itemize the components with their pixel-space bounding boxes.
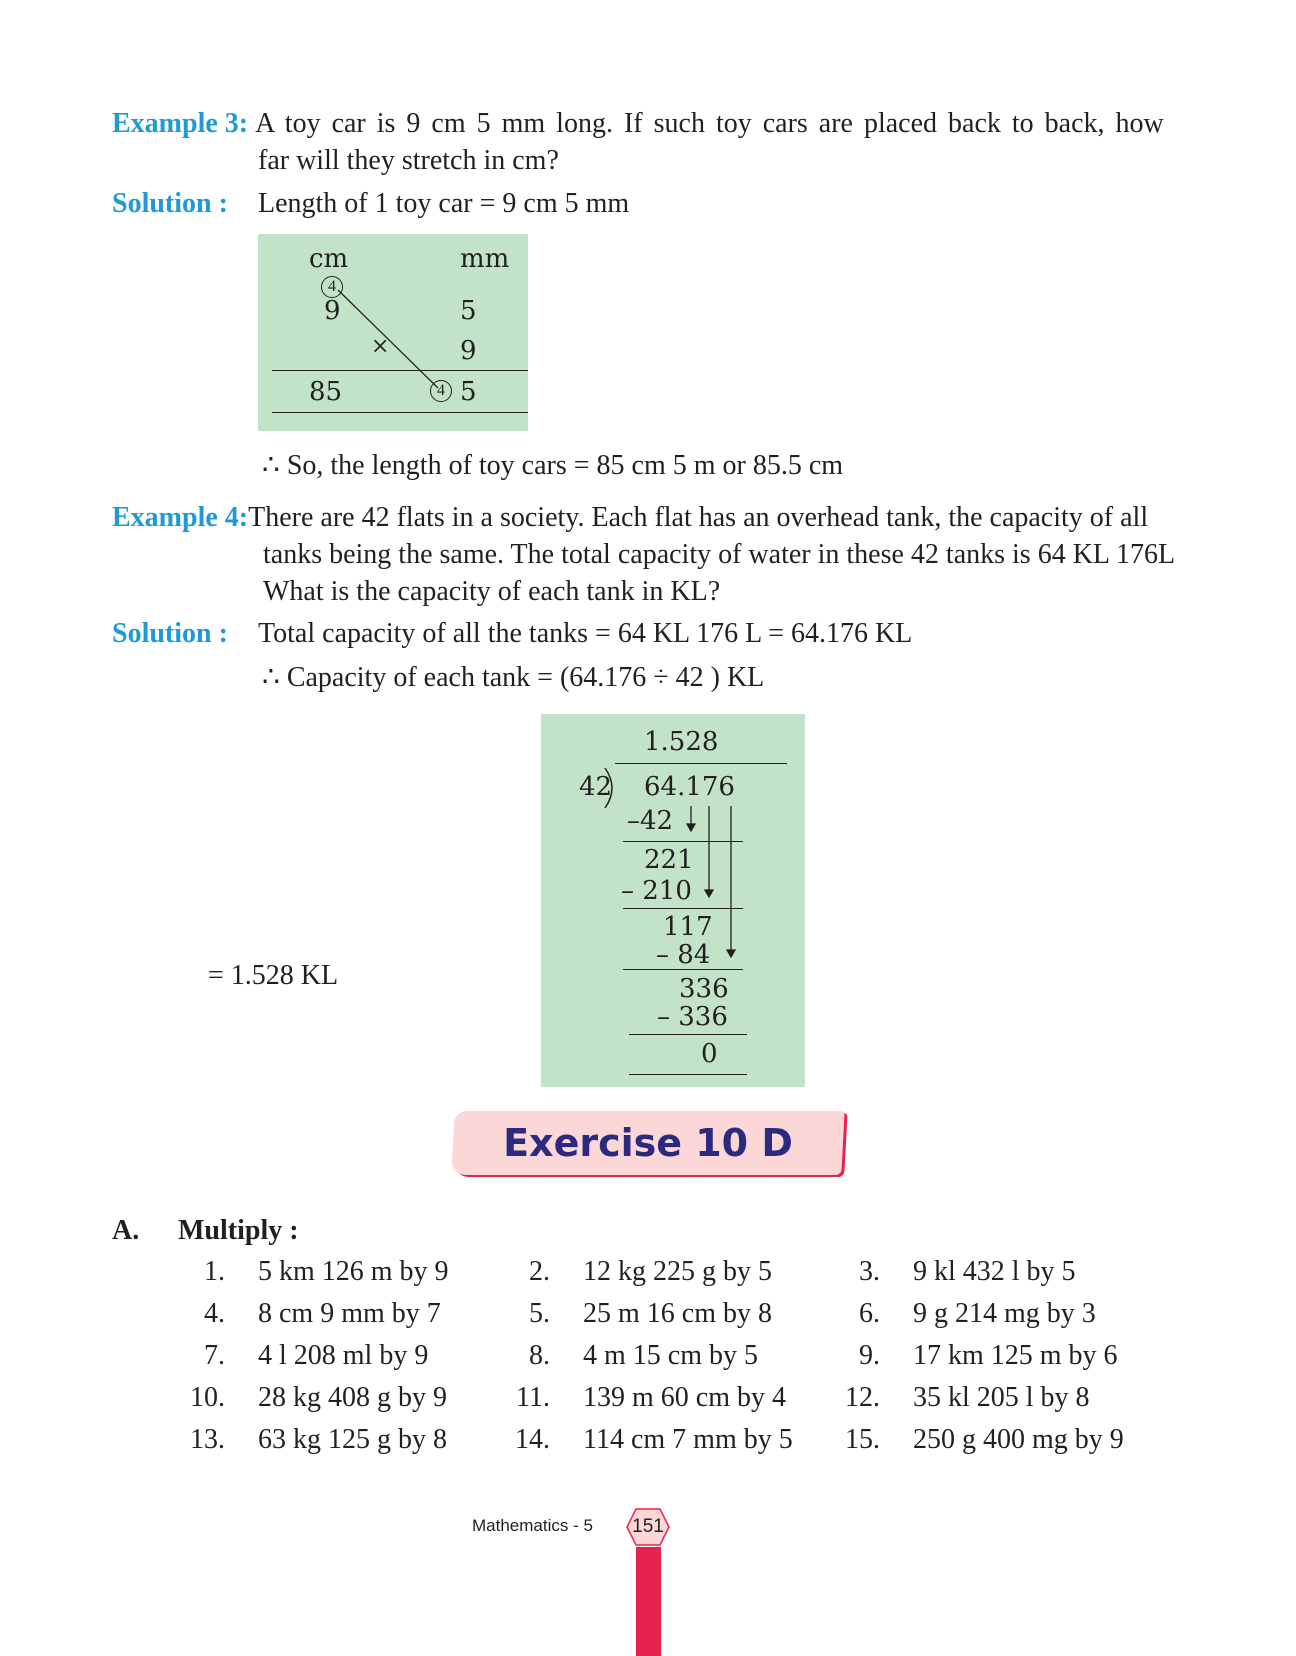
exercise-item-text: 28 kg 408 g by 9 [258, 1382, 447, 1413]
carry-arrow-line [258, 234, 528, 431]
exercise-item-text: 4 m 15 cm by 5 [583, 1340, 758, 1371]
bring-down-arrows [541, 714, 805, 1087]
exercise-item-number: 10. [190, 1382, 225, 1413]
top-cm: 9 [324, 296, 341, 326]
example4-answer: = 1.528 KL [208, 960, 339, 991]
exercise-item-number: 2. [529, 1256, 550, 1287]
example4-heading [112, 502, 1148, 534]
example4-solution-label: Solution : [112, 618, 228, 649]
times-sign: × [371, 334, 390, 359]
example3-question-line1: A toy car is 9 cm 5 mm long. If such toy cars are placed back to back, how [255, 108, 1164, 139]
example3-label: Example 3: [112, 108, 249, 139]
exercise-item-text: 12 kg 225 g by 5 [583, 1256, 772, 1287]
exercise-item-number: 11. [516, 1382, 550, 1413]
exercise-item-text: 9 g 214 mg by 3 [913, 1298, 1096, 1329]
exercise-item-text: 250 g 400 mg by 9 [913, 1424, 1124, 1455]
example3-solution-label: Solution : [112, 188, 228, 219]
step2: – 210 [621, 876, 692, 906]
exercise-item-number: 7. [204, 1340, 225, 1371]
quotient: 1.528 [644, 727, 719, 757]
exercise-item-text: 17 km 125 m by 6 [913, 1340, 1118, 1371]
col-cm-header: cm [309, 244, 349, 274]
step4: – 336 [657, 1002, 728, 1032]
example4-question-line3: What is the capacity of each tank in KL? [263, 576, 721, 607]
exercise-item-text: 8 cm 9 mm by 7 [258, 1298, 441, 1329]
example4-question-line2: tanks being the same. The total capacity of water in these 42 tanks is 64 KL 176L [263, 539, 1176, 570]
exercise-item-number: 6. [859, 1298, 880, 1329]
step3: – 84 [656, 940, 711, 970]
example3-question-line2: far will they stretch in cm? [258, 145, 559, 176]
example4-solution-line1: Total capacity of all the tanks = 64 KL 176 L = 64.176 KL [258, 618, 913, 649]
rule-2 [272, 412, 528, 413]
exercise-item-number: 15. [845, 1424, 880, 1455]
carry-top: 4 [321, 276, 343, 298]
page-accent-bar [636, 1547, 661, 1656]
exercise-item-text: 25 m 16 cm by 8 [583, 1298, 772, 1329]
exercise-item-number: 13. [190, 1424, 225, 1455]
exercise-item-text: 4 l 208 ml by 9 [258, 1340, 429, 1371]
page-number: 151 [632, 1516, 664, 1537]
dividend: 64.176 [644, 772, 735, 802]
exercise-item-text: 5 km 126 m by 9 [258, 1256, 449, 1287]
exercise-item-number: 12. [845, 1382, 880, 1413]
exercise-item-number: 1. [204, 1256, 225, 1287]
rule-1 [272, 370, 528, 371]
multiplier: 9 [460, 336, 477, 366]
example3-solution-text: Length of 1 toy car = 9 cm 5 mm [258, 188, 630, 219]
multiplication-box [258, 234, 528, 431]
example3-solution [112, 188, 629, 220]
exercise-item-text: 139 m 60 cm by 4 [583, 1382, 786, 1413]
exercise-item-number: 5. [529, 1298, 550, 1329]
top-mm: 5 [460, 296, 477, 326]
example3-heading [112, 108, 1164, 140]
division-box [541, 714, 805, 1087]
example4-label: Example 4: [112, 502, 249, 533]
rem1: 221 [644, 845, 694, 875]
exercise-item-number: 3. [859, 1256, 880, 1287]
result-cm: 85 [309, 377, 343, 407]
step1: –42 [627, 806, 674, 836]
exercise-item-number: 4. [204, 1298, 225, 1329]
result-mm: 5 [460, 377, 477, 407]
divisor: 42 [579, 772, 613, 802]
rem2: 117 [663, 912, 713, 942]
example4-question-line1: There are 42 flats in a society. Each flat has an overhead tank, the capacity of all [248, 502, 1149, 533]
section-letter: A. [112, 1215, 140, 1246]
example4-solution-line2: ∴ Capacity of each tank = (64.176 ÷ 42 ) KL [262, 662, 765, 693]
exercise-item-number: 9. [859, 1340, 880, 1371]
exercise-item-text: 9 kl 432 l by 5 [913, 1256, 1076, 1287]
carry-bottom: 4 [430, 380, 452, 402]
rem3: 336 [679, 974, 729, 1004]
section-title: Multiply : [178, 1215, 299, 1246]
example4-solution [112, 618, 912, 650]
exercise-item-text: 35 kl 205 l by 8 [913, 1382, 1090, 1413]
final-remainder: 0 [701, 1039, 718, 1069]
exercise-title: Exercise 10 D [503, 1121, 793, 1165]
footer-book: Mathematics - 5 [472, 1516, 593, 1535]
col-mm-header: mm [460, 244, 510, 274]
exercise-item-text: 114 cm 7 mm by 5 [583, 1424, 793, 1455]
exercise-item-text: 63 kg 125 g by 8 [258, 1424, 447, 1455]
exercise-item-number: 14. [515, 1424, 550, 1455]
example3-conclusion: ∴ So, the length of toy cars = 85 cm 5 m or 85.5 cm [262, 450, 844, 481]
exercise-item-number: 8. [529, 1340, 550, 1371]
